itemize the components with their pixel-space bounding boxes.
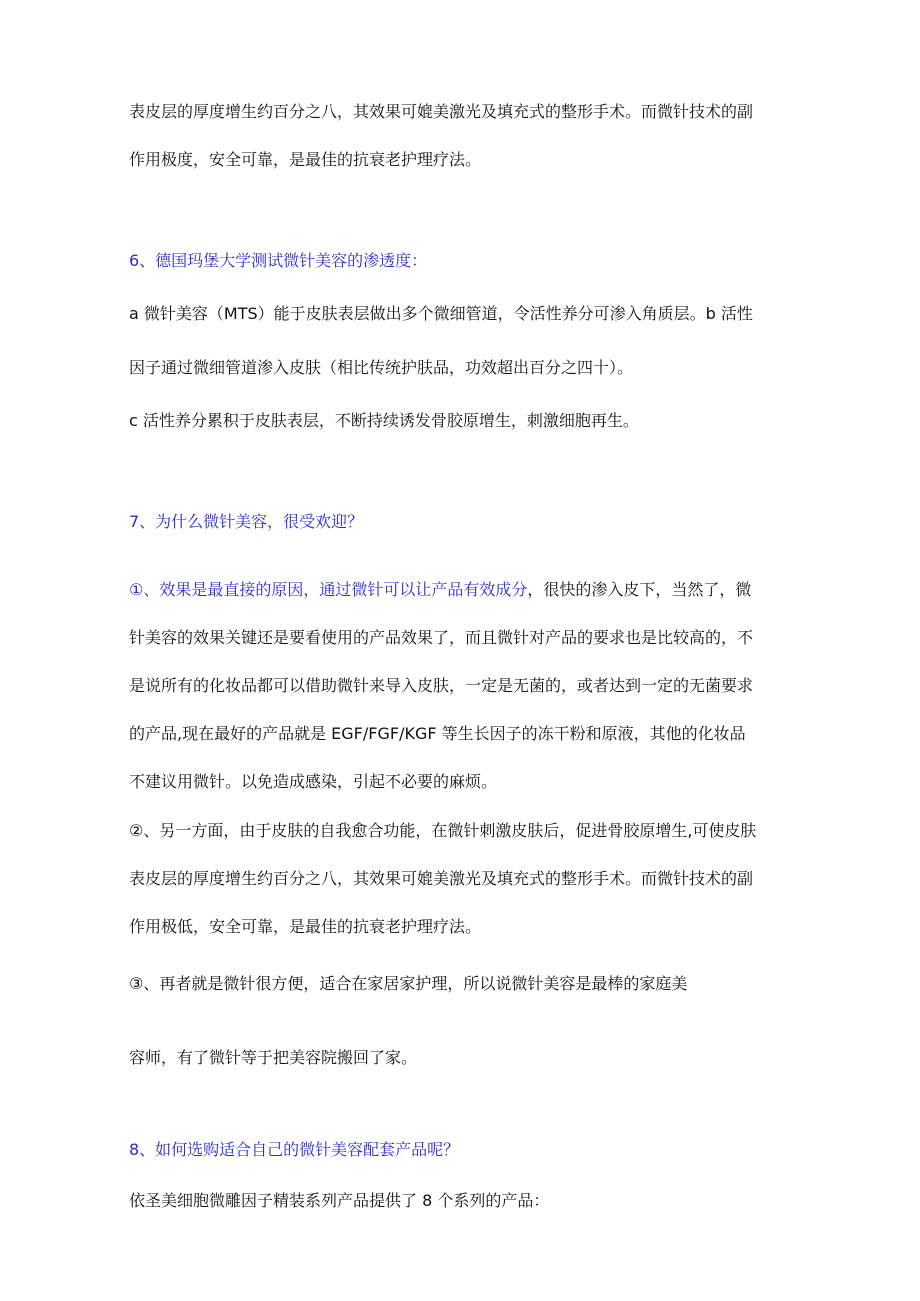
section-6-paragraph-1-line-1: a 微针美容（MTS）能于皮肤表层做出多个微细管道，令活性养分可渗入角质层。b 活性 xyxy=(129,304,753,323)
section-7-item-1-line-1 xyxy=(129,579,751,601)
section-7-item-1-line-4: 的产品,现在最好的产品就是 EGF/FGF/KGF 等生长因子的冻干粉和原液，其他的化妆品 xyxy=(129,724,746,743)
section-7-item-1-line-5: 不建议用微针。以免造成感染，引起不必要的麻烦。 xyxy=(129,772,498,791)
intro-line-2: 作用极度，安全可靠，是最佳的抗衰老护理疗法。 xyxy=(129,150,482,169)
section-7-heading: 7、为什么微针美容，很受欢迎？ xyxy=(129,512,364,531)
section-7-item-1-rest: ，很快的渗入皮下，当然了，微 xyxy=(527,580,752,599)
section-6-paragraph-2: c 活性养分累积于皮肤表层，不断持续诱发骨胶原增生，刺激细胞再生。 xyxy=(129,411,639,430)
section-7-item-1-line-3: 是说所有的化妆品都可以借助微针来导入皮肤，一定是无菌的，或者达到一定的无菌要求 xyxy=(129,676,754,695)
section-7-item-2-line-1: ②、另一方面，由于皮肤的自我愈合功能，在微针刺激皮肤后，促进骨胶原增生,可使皮肤 xyxy=(129,821,757,840)
section-8-paragraph-1: 依圣美细胞微雕因子精装系列产品提供了 8 个系列的产品： xyxy=(129,1191,550,1210)
section-7-item-1-highlight: ①、效果是最直接的原因，通过微针可以让产品有效成分 xyxy=(129,580,528,599)
section-7-item-2-line-3: 作用极低，安全可靠，是最佳的抗衰老护理疗法。 xyxy=(129,917,482,936)
section-6-paragraph-1-line-2: 因子通过微细管道渗入皮肤（相比传统护肤品，功效超出百分之四十）。 xyxy=(129,358,634,377)
section-7-item-3-line-2: 容师，有了微针等于把美容院搬回了家。 xyxy=(129,1048,418,1067)
section-7-item-3-line-1: ③、再者就是微针很方便，适合在家居家护理，所以说微针美容是最棒的家庭美 xyxy=(129,974,688,993)
section-7-item-1-line-2: 针美容的效果关键还是要看使用的产品效果了，而且微针对产品的要求也是比较高的，不 xyxy=(129,628,754,647)
section-7-item-2-line-2: 表皮层的厚度增生约百分之八，其效果可媲美激光及填充式的整形手术。而微针技术的副 xyxy=(129,869,754,888)
section-8-heading: 8、如何选购适合自己的微针美容配套产品呢？ xyxy=(129,1140,460,1159)
intro-line-1: 表皮层的厚度增生约百分之八，其效果可媲美激光及填充式的整形手术。而微针技术的副 xyxy=(129,102,754,121)
section-6-heading: 6、德国玛堡大学测试微针美容的渗透度： xyxy=(129,251,428,270)
